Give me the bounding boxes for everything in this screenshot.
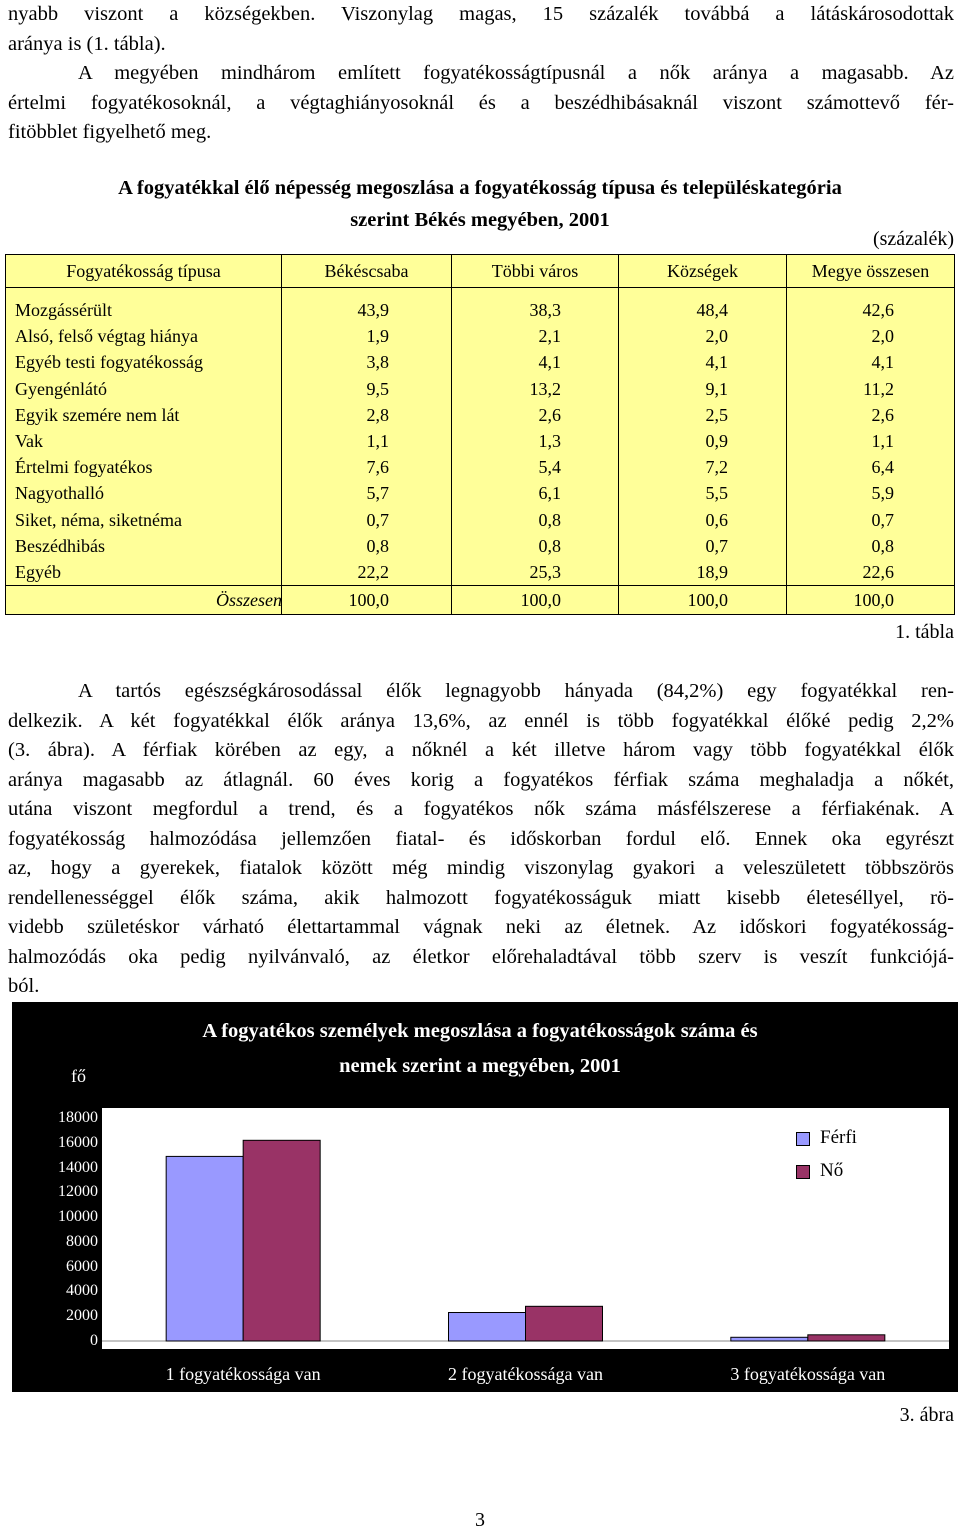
y-tick-label: 18000 <box>58 1109 98 1126</box>
bar-férfi-1 <box>166 1156 243 1341</box>
table-title-line: szerint Békés megyében, 2001 <box>350 209 610 231</box>
table-cell: 9,1 <box>705 378 728 399</box>
table-row <box>6 297 954 323</box>
table-cell: 2,8 <box>366 404 389 425</box>
x-tick-label: 3 fogyatékossága van <box>730 1364 886 1384</box>
table-cell: 5,5 <box>705 483 728 504</box>
body-line: ból. <box>8 975 40 997</box>
table-row <box>6 428 954 454</box>
table-cell: 43,9 <box>357 300 389 320</box>
table-cell: 0,8 <box>366 535 389 556</box>
table-cell: 9,5 <box>366 378 389 399</box>
y-tick-label: 2000 <box>66 1307 98 1325</box>
body-line: utána viszont megfordul a trend, és a fogyatékos nők száma másfélszerese a férfiakénak. A <box>8 798 954 820</box>
legend-label: Nő <box>820 1160 844 1181</box>
y-tick-label: 0 <box>90 1332 98 1349</box>
table-cell: 38,3 <box>529 300 561 320</box>
table-cell: 0,7 <box>366 509 389 530</box>
legend-label: Férfi <box>820 1127 857 1148</box>
total-label: Összesen <box>216 590 282 610</box>
table-cell: 42,6 <box>862 300 894 320</box>
bar-férfi-3 <box>731 1337 808 1341</box>
table-cell: 1,9 <box>366 326 389 347</box>
row-label: Gyengénlátó <box>15 378 107 399</box>
body-line: (3. ábra). A férfiak körében az egy, a nőknél a két illetve három vagy több fogyatékkal élők <box>8 739 954 761</box>
body-line: fogyatékosság halmozódása jellemzően fiatal- és időskorban fordul elő. Ennek oka egyrészt <box>8 827 954 850</box>
table-cell: 1,1 <box>871 431 894 451</box>
table-row <box>6 559 954 585</box>
page-number: 3 <box>475 1509 485 1531</box>
total-divider <box>6 585 954 586</box>
y-tick-label: 4000 <box>66 1282 98 1300</box>
intro-line: A megyében mindhárom említett fogyatékosságtípusnál a nők aránya a magasabb. Az <box>78 62 954 84</box>
y-axis-label: fő <box>71 1066 86 1086</box>
table-cell: 48,4 <box>696 300 728 320</box>
table-row <box>6 454 954 480</box>
legend-swatch-no <box>796 1165 810 1179</box>
chart-legend <box>796 1127 874 1189</box>
chart-title <box>130 1014 830 1084</box>
table-cell: 13,2 <box>529 378 561 399</box>
table-cell: 2,5 <box>705 404 728 425</box>
data-table <box>5 254 955 615</box>
body-line: halmozódás oka pedig nyilvánvaló, az életkor előrehaladtával több szerv is veszít funkciójá- <box>8 945 954 968</box>
table-cell: 22,2 <box>357 562 389 582</box>
intro-paragraph <box>8 0 954 148</box>
table-cell: 2,1 <box>538 326 561 347</box>
x-tick-label: 1 fogyatékossága van <box>165 1364 321 1384</box>
table-cell: 25,3 <box>529 562 561 582</box>
total-row <box>6 587 954 613</box>
table-cell: 2,6 <box>871 404 894 425</box>
table-row <box>6 376 954 402</box>
intro-line: nyabb viszont a községekben. Viszonylag magas, 15 százalék továbbá a látáskárosodottak <box>8 3 954 25</box>
table-header-cell: Megye összesen <box>811 261 930 281</box>
figure-caption: 3. ábra <box>899 1404 954 1426</box>
row-label: Egyéb testi fogyatékosság <box>15 352 203 373</box>
y-tick-label: 10000 <box>58 1208 98 1226</box>
table-row <box>6 480 954 506</box>
row-label: Egyéb <box>15 562 61 582</box>
table-cell: 0,9 <box>705 431 728 451</box>
row-label: Siket, néma, siketnéma <box>15 509 182 530</box>
row-label: Értelmi fogyatékos <box>15 457 153 478</box>
table-cell: 22,6 <box>862 562 894 582</box>
body-line: aránya magasabb az átlagnál. 60 éves korig a fogyatékos férfiak száma meghaladja a nőkét, <box>8 768 954 791</box>
table-cell: 0,7 <box>871 509 894 530</box>
table-unit: (százalék) <box>872 228 954 250</box>
row-label: Vak <box>15 431 43 451</box>
table-cell: 18,9 <box>696 562 728 582</box>
table-row <box>6 402 954 428</box>
body-line: videbb születéskor várható élettartammal vágnak neki az életnek. Az időskori fogyatékosság- <box>8 916 954 938</box>
table-cell: 2,0 <box>705 326 728 347</box>
table-cell: 7,2 <box>705 457 728 478</box>
table-cell: 3,8 <box>366 352 389 373</box>
row-label: Beszédhibás <box>15 535 105 556</box>
table-row <box>6 507 954 533</box>
table-cell: 0,6 <box>705 509 728 530</box>
bar-nő-2 <box>526 1306 603 1341</box>
table-cell: 2,6 <box>538 404 561 425</box>
body-line: rendellenességgel élők száma, akik halmozott fogyatékosságuk miatt kisebb életeséllyel, rö- <box>8 886 954 909</box>
body-line: az, hogy a gyerekek, fiatalok között még mindig viszonylag gyakori a veleszületett többszörös <box>8 857 954 879</box>
table-caption: 1. tábla <box>895 621 954 643</box>
x-tick-label: 2 fogyatékossága van <box>448 1364 603 1384</box>
bar-nő-3 <box>808 1335 885 1341</box>
legend-swatch-ferfi <box>796 1132 810 1146</box>
y-tick-label: 12000 <box>58 1183 98 1201</box>
table-title-line: A fogyatékkal élő népesség megoszlása a fogyatékosság típusa és településkategória <box>118 177 842 199</box>
table-row <box>6 349 954 375</box>
y-tick-label: 14000 <box>58 1158 98 1176</box>
intro-line: fitöbblet figyelhető meg. <box>8 121 212 143</box>
table-cell: 0,8 <box>538 535 561 556</box>
table-header-row <box>6 255 954 288</box>
table-cell: 6,1 <box>538 483 561 504</box>
table-header-cell: Többi város <box>452 255 619 287</box>
row-label: Alsó, felső végtag hiánya <box>15 326 198 347</box>
table-header-cell: Községek <box>619 255 787 287</box>
total-cell: 100,0 <box>687 590 728 610</box>
row-label: Mozgássérült <box>15 300 112 320</box>
intro-line: értelmi fogyatékosoknál, a végtaghiányosoknál és a beszédhibásaknál viszont számottevő fér- <box>8 91 954 114</box>
bar-férfi-2 <box>449 1313 526 1341</box>
table-cell: 2,0 <box>871 326 894 347</box>
body-line: delkezik. A két fogyatékkal élők aránya 13,6%, az ennél is több fogyatékkal élőké pedig 2,2% <box>8 709 954 732</box>
row-label: Egyik szemére nem lát <box>15 404 180 425</box>
chart-title-line: nemek szerint a megyében, 2001 <box>339 1055 621 1077</box>
total-cell: 100,0 <box>853 590 894 610</box>
table-cell: 0,8 <box>871 535 894 556</box>
table-title <box>0 172 960 236</box>
table-cell: 5,7 <box>366 483 389 504</box>
y-tick-label: 8000 <box>66 1232 98 1250</box>
table-header-cell: Fogyatékosság típusa <box>6 255 282 287</box>
table-row <box>6 323 954 349</box>
table-cell: 6,4 <box>871 457 894 478</box>
table-cell: 5,9 <box>871 483 894 504</box>
total-cell: 100,0 <box>348 590 389 610</box>
table-cell: 4,1 <box>705 352 728 373</box>
table-cell: 4,1 <box>871 352 894 373</box>
chart-title-line: A fogyatékos személyek megoszlása a fogyatékosságok száma és <box>202 1020 758 1042</box>
table-cell: 11,2 <box>863 378 894 399</box>
table-cell: 4,1 <box>538 352 561 373</box>
y-tick-label: 16000 <box>58 1133 98 1151</box>
table-cell: 7,6 <box>366 457 389 478</box>
table-cell: 1,1 <box>366 431 389 451</box>
row-label: Nagyothalló <box>15 483 104 504</box>
table-cell: 0,7 <box>705 535 728 556</box>
y-tick-label: 6000 <box>66 1257 98 1275</box>
table-cell: 5,4 <box>538 457 561 478</box>
table-header-cell: Békéscsaba <box>282 255 452 287</box>
table-cell: 1,3 <box>538 431 561 451</box>
table-row <box>6 533 954 559</box>
table-cell: 0,8 <box>538 509 561 530</box>
body-paragraph <box>8 677 954 1002</box>
body-line: A tartós egészségkárosodással élők legnagyobb hányada (84,2%) egy fogyatékkal ren- <box>78 680 954 702</box>
intro-line: aránya is (1. tábla). <box>8 32 166 55</box>
total-cell: 100,0 <box>520 590 561 610</box>
bar-nő-1 <box>243 1140 320 1341</box>
